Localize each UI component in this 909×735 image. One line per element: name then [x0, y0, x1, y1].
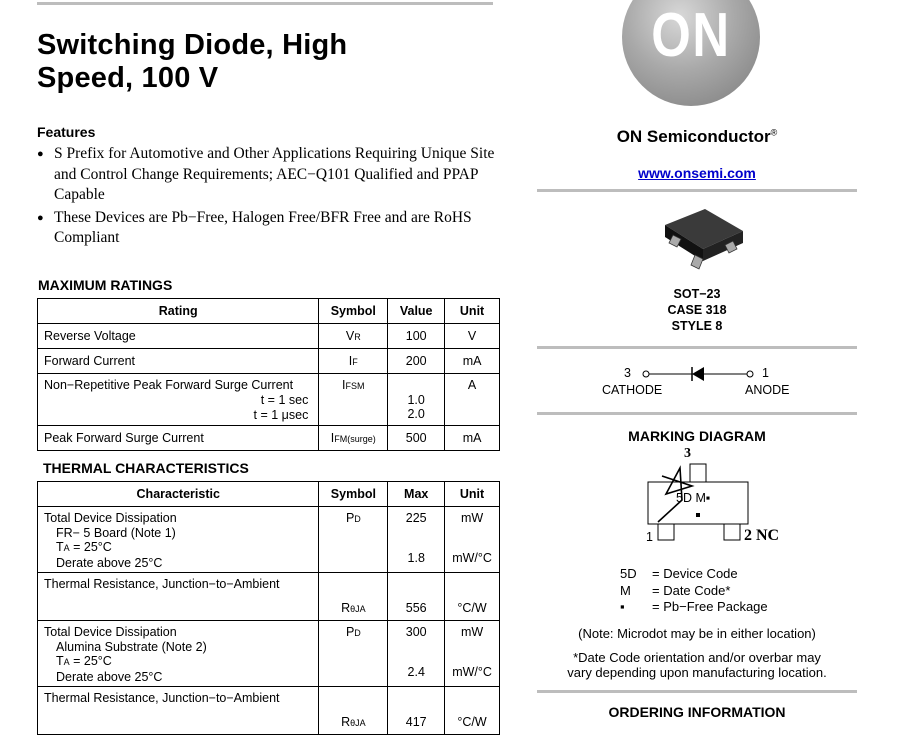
divider [537, 346, 857, 349]
divider [537, 189, 857, 192]
table-row: Non−Repetitive Peak Forward Surge Current t = 1 sec t = 1 μsec IFSM 1.0 2.0 A [38, 374, 500, 426]
table-row: Total Device Dissipation FR− 5 Board (Note 1) TA = 25°C Derate above 25°C PD 225 1.8 mW mW/°C [38, 507, 500, 573]
col-header: Max [388, 482, 445, 507]
col-header: Rating [38, 299, 319, 324]
max-ratings-heading: MAXIMUM RATINGS [38, 277, 173, 293]
marking-pin-1: 1 [646, 530, 653, 544]
pin-3-number: 3 [624, 366, 631, 380]
thermal-table [37, 481, 500, 735]
title-line-1: Switching Diode, High [37, 29, 348, 61]
feature-item: ● S Prefix for Automotive and Other Applications Requiring Unique Site and Control Change Requirements; AEC−Q101 Qualified and PPAP Capable [37, 144, 507, 206]
col-header: Symbol [319, 482, 388, 507]
marking-legend: 5D = Device Code M = Date Code* ▪ = Pb−Free Package [620, 566, 768, 614]
package-info: SOT−23 CASE 318 STYLE 8 [667, 287, 727, 333]
table-row: Peak Forward Surge Current IFM(surge) 500 mA [38, 426, 500, 451]
col-header: Value [388, 299, 445, 324]
features-list [37, 144, 507, 251]
table-row: Forward Current IF 200 mA [38, 349, 500, 374]
col-header: Unit [445, 482, 500, 507]
thermal-heading: THERMAL CHARACTERISTICS [43, 460, 249, 476]
pin-1-number: 1 [762, 366, 769, 380]
anode-label: ANODE [745, 383, 790, 397]
divider [537, 412, 857, 415]
cathode-label: CATHODE [602, 383, 663, 397]
table-row: Reverse Voltage VR 100 V [38, 324, 500, 349]
features-heading: Features [37, 124, 96, 140]
table-row: Thermal Resistance, Junction−to−Ambient RθJA 417 °C/W [38, 687, 500, 735]
diode-symbol-icon [640, 364, 760, 384]
logo-text: ON [651, 1, 731, 70]
microdot-note: (Note: Microdot may be in either location) [578, 626, 816, 641]
col-header: Symbol [319, 299, 388, 324]
top-rule [37, 2, 493, 5]
document-title [37, 29, 497, 95]
marking-code: 5D M▪ [676, 491, 711, 505]
table-row: Thermal Resistance, Junction−to−Ambient RθJA 556 °C/W [38, 573, 500, 621]
table-row: Total Device Dissipation Alumina Substrate (Note 2) TA = 25°C Derate above 25°C PD 300 2.4 mW mW/°C [38, 621, 500, 687]
website-link[interactable]: www.onsemi.com [638, 165, 756, 181]
marking-pin-3: 3 [684, 446, 691, 461]
col-header: Unit [445, 299, 500, 324]
brand-name: ON Semiconductor® [616, 127, 778, 146]
marking-pin-2-annotation: 2 NC [744, 527, 780, 544]
title-line-2: Speed, 100 V [37, 62, 219, 94]
divider [537, 690, 857, 693]
feature-item: ● These Devices are Pb−Free, Halogen Free/BFR Free and are RoHS Compliant [37, 208, 507, 249]
sot23-package-icon [655, 203, 750, 275]
date-code-note: *Date Code orientation and/or overbar may vary depending upon manufacturing location. [567, 650, 827, 680]
ordering-info-heading: ORDERING INFORMATION [608, 704, 786, 720]
col-header: Characteristic [38, 482, 319, 507]
marking-diagram-title: MARKING DIAGRAM [628, 428, 766, 444]
max-ratings-table [37, 298, 500, 451]
